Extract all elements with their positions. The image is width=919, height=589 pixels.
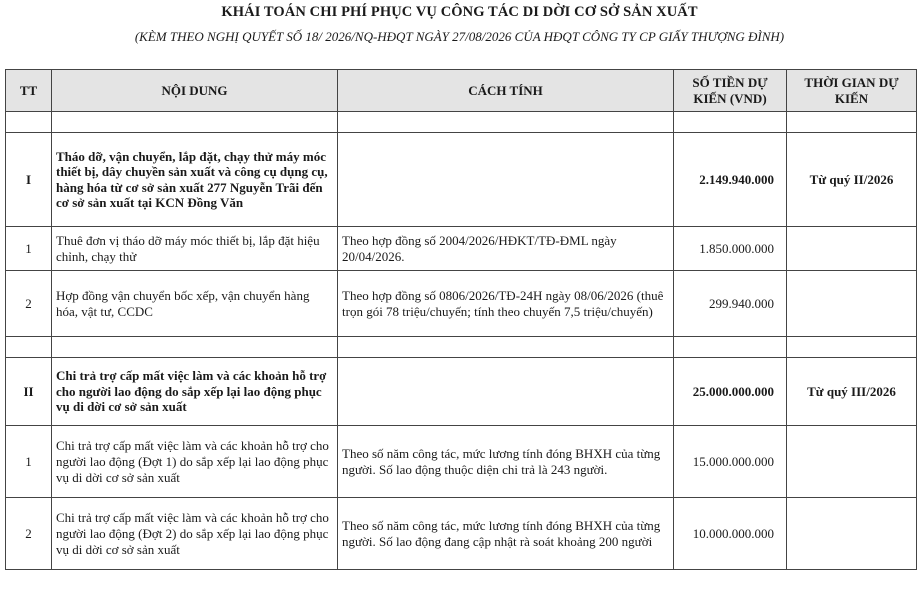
section-row xyxy=(6,133,917,227)
item-tt: 1 xyxy=(6,426,52,498)
table-row xyxy=(6,498,917,570)
item-content: Chi trả trợ cấp mất việc làm và các khoản hỗ trợ cho người lao động (Đợt 1) do sắp xếp lại lao động phục vụ di dời cơ sở sản xuất xyxy=(52,426,338,498)
header-amount: SỐ TIỀN DỰ KIẾN (VND) xyxy=(674,70,787,112)
header-tt: TT xyxy=(6,70,52,112)
item-amount: 1.850.000.000 xyxy=(674,227,787,271)
section-content: Tháo dỡ, vận chuyển, lắp đặt, chạy thử máy móc thiết bị, dây chuyền sản xuất và công cụ dụng cụ, hàng hóa từ cơ sở sản xuất 277 Nguyễn Trãi đến cơ sở sản xuất tại KCN Đồng Văn xyxy=(52,133,338,227)
header-method: CÁCH TÍNH xyxy=(338,70,674,112)
item-tt: 2 xyxy=(6,271,52,337)
section-content: Chi trả trợ cấp mất việc làm và các khoản hỗ trợ cho người lao động do sắp xếp lại lao động phục vụ di dời cơ sở sản xuất xyxy=(52,358,338,426)
section-tt: II xyxy=(6,358,52,426)
header-content: NỘI DUNG xyxy=(52,70,338,112)
item-method: Theo hợp đồng số 2004/2026/HĐKT/TĐ-ĐML ngày 20/04/2026. xyxy=(338,227,674,271)
section-amount: 25.000.000.000 xyxy=(674,358,787,426)
item-time xyxy=(787,271,917,337)
header-time: THỜI GIAN DỰ KIẾN xyxy=(787,70,917,112)
item-method: Theo hợp đồng số 0806/2026/TĐ-24H ngày 08/06/2026 (thuê trọn gói 78 triệu/chuyến; tính theo chuyến 7,5 triệu/chuyến) xyxy=(338,271,674,337)
item-method: Theo số năm công tác, mức lương tính đóng BHXH của từng người. Số lao động đang cập nhật rà soát khoảng 200 người xyxy=(338,498,674,570)
section-tt: I xyxy=(6,133,52,227)
cost-estimate-table xyxy=(5,69,917,570)
section-time: Từ quý II/2026 xyxy=(787,133,917,227)
section-amount: 2.149.940.000 xyxy=(674,133,787,227)
section-time: Từ quý III/2026 xyxy=(787,358,917,426)
item-content: Hợp đồng vận chuyển bốc xếp, vận chuyển hàng hóa, vật tư, CCDC xyxy=(52,271,338,337)
table-row xyxy=(6,271,917,337)
section-method xyxy=(338,133,674,227)
table-header-row xyxy=(6,70,917,112)
item-content: Chi trả trợ cấp mất việc làm và các khoản hỗ trợ cho người lao động (Đợt 2) do sắp xếp lại lao động phục vụ di dời cơ sở sản xuất xyxy=(52,498,338,570)
item-content: Thuê đơn vị tháo dỡ máy móc thiết bị, lắp đặt hiệu chỉnh, chạy thử xyxy=(52,227,338,271)
item-tt: 2 xyxy=(6,498,52,570)
separator-row xyxy=(6,337,917,358)
document-title: KHÁI TOÁN CHI PHÍ PHỤC VỤ CÔNG TÁC DI DỜI CƠ SỞ SẢN XUẤT xyxy=(221,4,698,20)
section-row xyxy=(6,358,917,426)
table-row xyxy=(6,227,917,271)
item-amount: 10.000.000.000 xyxy=(674,498,787,570)
item-method: Theo số năm công tác, mức lương tính đóng BHXH của từng người. Số lao động thuộc diện chi trả là 243 người. xyxy=(338,426,674,498)
separator-row xyxy=(6,112,917,133)
document-subtitle: (KÈM THEO NGHỊ QUYẾT SỐ 18/ 2026/NQ-HĐQT NGÀY 27/08/2026 CỦA HĐQT CÔNG TY CP GIẤY THƯỢNG ĐÌNH) xyxy=(134,29,785,44)
item-time xyxy=(787,426,917,498)
item-time xyxy=(787,227,917,271)
table-row xyxy=(6,426,917,498)
item-amount: 299.940.000 xyxy=(674,271,787,337)
item-amount: 15.000.000.000 xyxy=(674,426,787,498)
item-time xyxy=(787,498,917,570)
section-method xyxy=(338,358,674,426)
item-tt: 1 xyxy=(6,227,52,271)
